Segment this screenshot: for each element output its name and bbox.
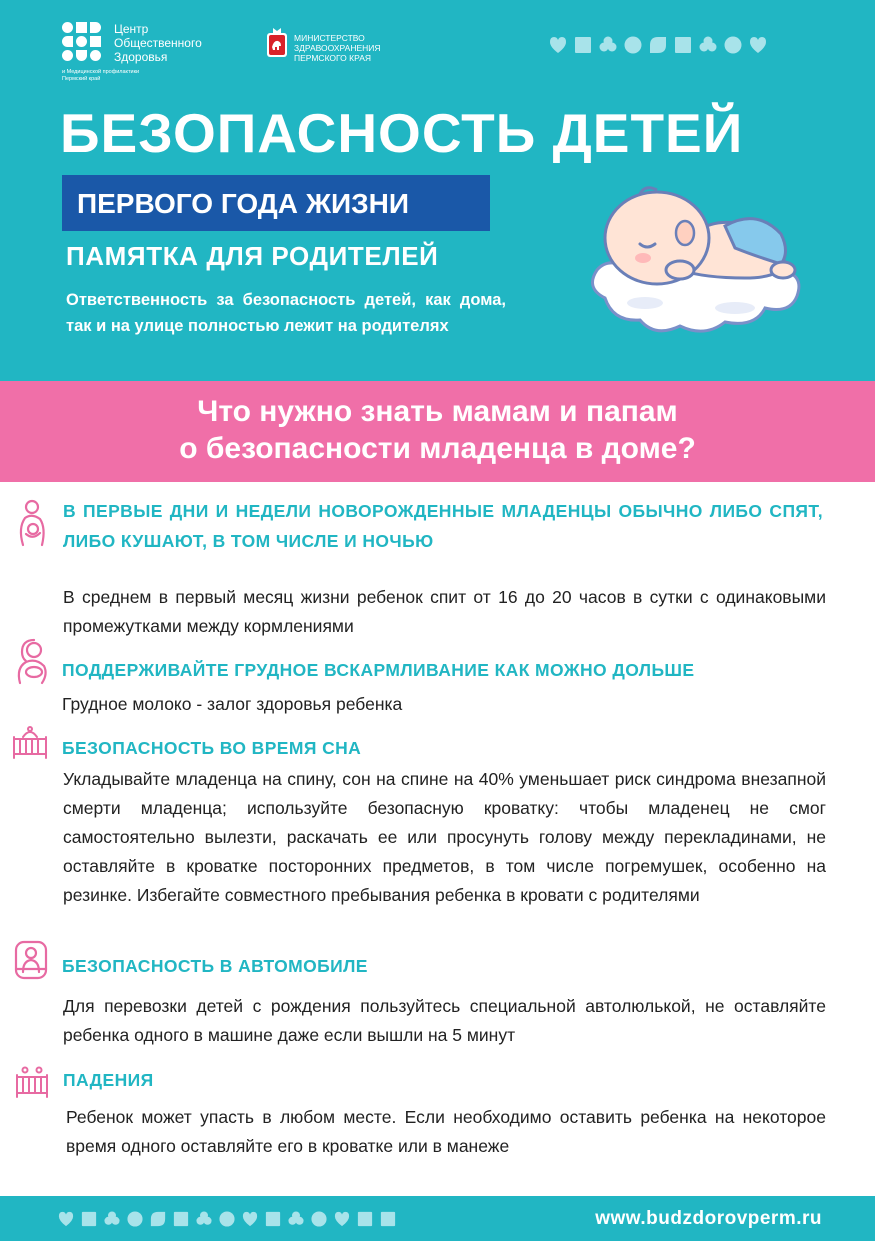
section-heading-falls: ПАДЕНИЯ: [63, 1070, 154, 1090]
page-title: БЕЗОПАСНОСТЬ ДЕТЕЙ: [60, 102, 744, 164]
sleeping-baby-illustration: [585, 178, 810, 358]
clover-shape-icon: [196, 1211, 212, 1227]
section-heading-car-safety: БЕЗОПАСНОСТЬ В АВТОМОБИЛЕ: [62, 956, 368, 976]
crest-icon: [266, 27, 288, 59]
decorative-shapes-bottom: [58, 1211, 396, 1227]
circle-shape-icon: [724, 36, 742, 54]
section-heading-breastfeeding: ПОДДЕРЖИВАЙТЕ ГРУДНОЕ ВСКАРМЛИВАНИЕ КАК МОЖНО ДОЛЬШЕ: [62, 660, 695, 680]
banner-line-2: о безопасности младенца в доме?: [179, 432, 696, 465]
subtitle-box: [62, 175, 490, 231]
section-text-newborn-sleep: В среднем в первый месяц жизни ребенок спит от 16 до 20 часов в сутки с одинаковыми промежутками между кормлениями: [63, 587, 826, 636]
section-text-falls: Ребенок может упасть в любом месте. Если необходимо оставить ребенка на некоторое время одного оставляйте его в кроватке или в манеже: [66, 1107, 826, 1156]
website-link[interactable]: www.budzdorovperm.ru: [595, 1208, 822, 1229]
circle-shape-icon: [127, 1211, 143, 1227]
square-shape-icon: [173, 1211, 189, 1227]
banner-line-1: Что нужно знать мамам и папам: [197, 395, 678, 428]
circle-shape-icon: [311, 1211, 327, 1227]
heart-shape-icon: [749, 36, 767, 54]
ministry-logo-text: МИНИСТЕРСТВО ЗДРАВООХРАНЕНИЯ ПЕРМСКОГО КРАЯ: [294, 33, 381, 63]
mother-baby-icon: [15, 498, 49, 548]
section-text-car-safety: Для перевозки детей с рождения пользуйтесь специальной автолюлькой, не оставляйте ребенка одного в машине даже если вышли на 5 минут: [63, 996, 826, 1045]
heart-shape-icon: [549, 36, 567, 54]
heart-shape-icon: [242, 1211, 258, 1227]
section-heading-sleep-safety: БЕЗОПАСНОСТЬ ВО ВРЕМЯ СНА: [62, 738, 362, 758]
decorative-shapes-top: [549, 36, 767, 54]
org-logo-mark: [62, 22, 106, 62]
section-heading-newborn-sleep: В ПЕРВЫЕ ДНИ И НЕДЕЛИ НОВОРОЖДЕННЫЕ МЛАДЕНЦЫ ОБЫЧНО ЛИБО СПЯТ, ЛИБО КУШАЮТ, В ТОМ ЧИСЛЕ И НОЧЬЮ: [63, 501, 823, 551]
circle-shape-icon: [624, 36, 642, 54]
circle-shape-icon: [219, 1211, 235, 1227]
square-shape-icon: [674, 36, 692, 54]
square-shape-icon: [574, 36, 592, 54]
clover-shape-icon: [288, 1211, 304, 1227]
org-logo-name: Центр Общественного Здоровья: [114, 22, 202, 64]
leaf-shape-icon: [649, 36, 667, 54]
playpen-icon: [14, 1065, 50, 1099]
square-shape-icon: [357, 1211, 373, 1227]
section-text-sleep-safety: Укладывайте младенца на спину, сон на спине на 40% уменьшает риск синдрома внезапной смерти младенца; используйте безопасную кроватку: чтобы младенец не смог самостоятельно вылезти, раскачать ее или просунуть голову между перекладинами, не оставляйте в кроватке посторонних предметов, в том числе погремушек, особенно на резинке. Избегайте совместного пребывания ребенка в кровати с родителями: [63, 769, 826, 905]
leaf-shape-icon: [150, 1211, 166, 1227]
car-seat-icon: [13, 939, 49, 981]
section-text-breastfeeding: Грудное молоко - залог здоровья ребенка: [62, 694, 403, 714]
clover-shape-icon: [599, 36, 617, 54]
intro-text: Ответственность за безопасность детей, как дома, так и на улице полностью лежит на родителях: [66, 291, 506, 335]
square-shape-icon: [81, 1211, 97, 1227]
square-shape-icon: [380, 1211, 396, 1227]
org-logo-subtitle: и Медицинской профилактики Пермский край: [62, 69, 140, 82]
clover-shape-icon: [699, 36, 717, 54]
crib-icon: [11, 725, 49, 759]
page-subtitle: ПЕРВОГО ГОДА ЖИЗНИ: [77, 188, 410, 219]
memo-title: ПАМЯТКА ДЛЯ РОДИТЕЛЕЙ: [66, 241, 439, 271]
heart-shape-icon: [58, 1211, 74, 1227]
square-shape-icon: [265, 1211, 281, 1227]
heart-shape-icon: [334, 1211, 350, 1227]
breastfeeding-icon: [14, 636, 50, 686]
org-logo: [62, 22, 262, 92]
banner-heading: [0, 393, 875, 467]
question-banner: [0, 381, 875, 482]
header: [0, 0, 875, 381]
ministry-logo: [266, 27, 426, 69]
clover-shape-icon: [104, 1211, 120, 1227]
